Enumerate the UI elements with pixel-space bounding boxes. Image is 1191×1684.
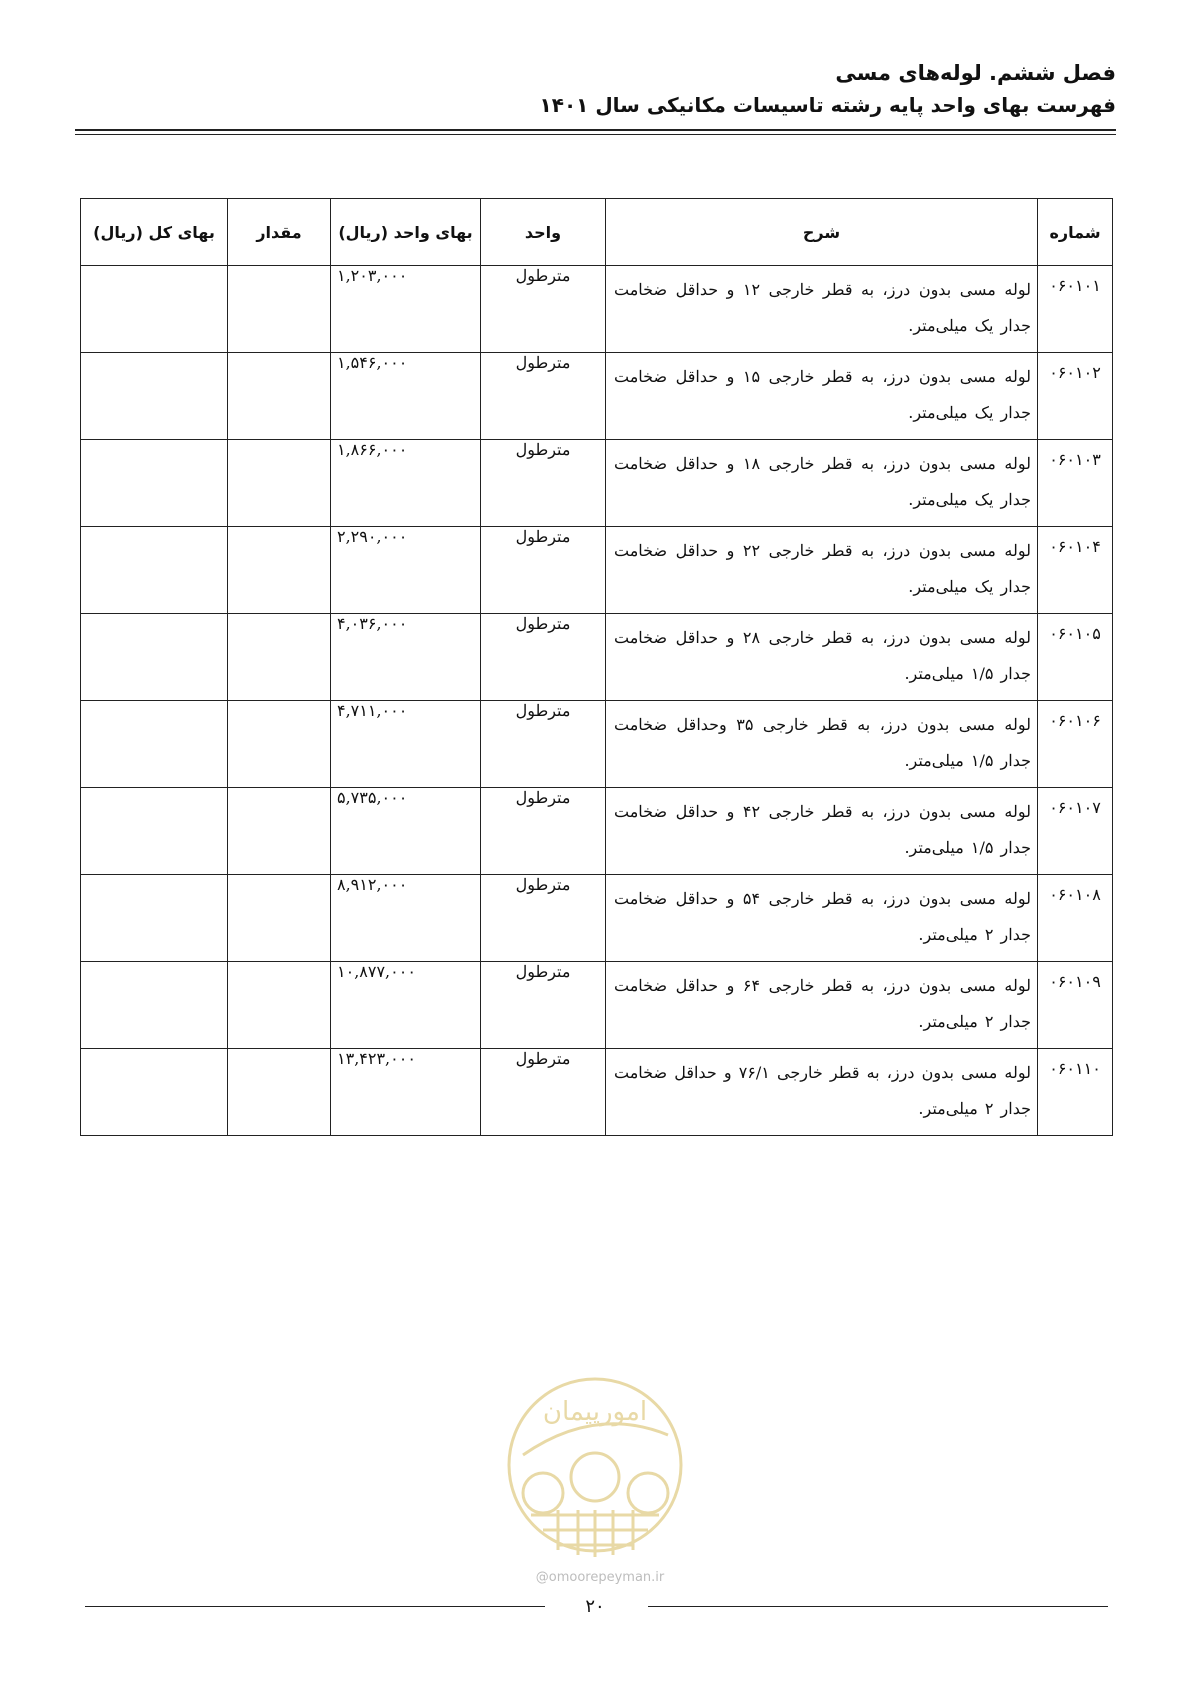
item-quantity: [228, 1049, 331, 1136]
item-description: [606, 962, 1038, 1049]
item-unit-price: ۸,۹۱۲,۰۰۰: [331, 875, 481, 962]
table-row: [81, 440, 1113, 527]
item-unit-price: ۱,۸۶۶,۰۰۰: [331, 440, 481, 527]
watermark-site: @omoorepeyman.ir: [535, 1570, 665, 1585]
svg-text:امورپیمان: امورپیمان: [542, 1397, 648, 1427]
item-unit-price: ۱۳,۴۲۳,۰۰۰: [331, 1049, 481, 1136]
item-total: [81, 266, 228, 353]
item-description: [606, 353, 1038, 440]
item-unit: مترطول: [481, 614, 606, 701]
item-unit: مترطول: [481, 788, 606, 875]
item-description-text: لوله مسی بدون درز، به قطر خارجی ۳۵ وحداقل ضخامت جدار ۱/۵ میلی‌متر.: [614, 715, 1032, 770]
item-unit-price: ۲,۲۹۰,۰۰۰: [331, 527, 481, 614]
item-description: [606, 266, 1038, 353]
item-unit: مترطول: [481, 701, 606, 788]
item-quantity: [228, 353, 331, 440]
item-code: ۰۶۰۱۱۰: [1038, 1049, 1113, 1136]
item-description-text: لوله مسی بدون درز، به قطر خارجی ۷۶/۱ و حداقل ضخامت جدار ۲ میلی‌متر.: [614, 1063, 1031, 1118]
item-code: ۰۶۰۱۰۲: [1038, 353, 1113, 440]
item-quantity: [228, 440, 331, 527]
item-unit: مترطول: [481, 962, 606, 1049]
table-row: [81, 266, 1113, 353]
item-code: ۰۶۰۱۰۱: [1038, 266, 1113, 353]
price-table: [80, 198, 1113, 1136]
item-quantity: [228, 614, 331, 701]
item-description-text: لوله مسی بدون درز، به قطر خارجی ۴۲ و حداقل ضخامت جدار ۱/۵ میلی‌متر.: [614, 802, 1031, 857]
item-description: [606, 875, 1038, 962]
item-quantity: [228, 962, 331, 1049]
item-description: [606, 1049, 1038, 1136]
item-total: [81, 788, 228, 875]
item-unit-price: ۴,۰۳۶,۰۰۰: [331, 614, 481, 701]
item-quantity: [228, 788, 331, 875]
header-rule-thin: [75, 134, 1116, 135]
item-code: ۰۶۰۱۰۸: [1038, 875, 1113, 962]
item-code: ۰۶۰۱۰۳: [1038, 440, 1113, 527]
table-row: [81, 962, 1113, 1049]
item-quantity: [228, 527, 331, 614]
item-code: ۰۶۰۱۰۴: [1038, 527, 1113, 614]
item-unit: مترطول: [481, 440, 606, 527]
footer-rule-right: [648, 1606, 1108, 1607]
table-row: [81, 1049, 1113, 1136]
item-code: ۰۶۰۱۰۵: [1038, 614, 1113, 701]
item-total: [81, 527, 228, 614]
item-code: ۰۶۰۱۰۶: [1038, 701, 1113, 788]
item-unit-price: ۱,۲۰۳,۰۰۰: [331, 266, 481, 353]
item-description-text: لوله مسی بدون درز، به قطر خارجی ۲۸ و حداقل ضخامت جدار ۱/۵ میلی‌متر.: [614, 628, 1031, 683]
table-row: [81, 701, 1113, 788]
item-quantity: [228, 875, 331, 962]
col-header-unit: واحد: [481, 199, 606, 266]
item-total: [81, 353, 228, 440]
col-header-total: بهای کل (ریال): [81, 199, 228, 266]
item-description-text: لوله مسی بدون درز، به قطر خارجی ۶۴ و حداقل ضخامت جدار ۲ میلی‌متر.: [614, 976, 1031, 1031]
table-row: [81, 353, 1113, 440]
watermark-logo-icon: [503, 1365, 688, 1570]
table-row: [81, 527, 1113, 614]
item-description: [606, 788, 1038, 875]
item-total: [81, 875, 228, 962]
document-title: فهرست بهای واحد پایه رشته تاسیسات مکانیکی سال ۱۴۰۱: [539, 93, 1116, 117]
item-total: [81, 614, 228, 701]
item-description: [606, 614, 1038, 701]
table-row: [81, 875, 1113, 962]
item-description: [606, 440, 1038, 527]
item-description-text: لوله مسی بدون درز، به قطر خارجی ۵۴ و حداقل ضخامت جدار ۲ میلی‌متر.: [614, 889, 1031, 944]
col-header-desc: شرح: [606, 199, 1038, 266]
item-total: [81, 962, 228, 1049]
page-number: ۲۰: [585, 1596, 605, 1617]
item-total: [81, 1049, 228, 1136]
item-quantity: [228, 701, 331, 788]
item-unit: مترطول: [481, 266, 606, 353]
item-quantity: [228, 266, 331, 353]
item-description-text: لوله مسی بدون درز، به قطر خارجی ۱۵ و حداقل ضخامت جدار یک میلی‌متر.: [614, 367, 1031, 422]
col-header-qty: مقدار: [228, 199, 331, 266]
item-description-text: لوله مسی بدون درز، به قطر خارجی ۱۲ و حداقل ضخامت جدار یک میلی‌متر.: [614, 280, 1031, 335]
item-unit: مترطول: [481, 875, 606, 962]
item-unit-price: ۱۰,۸۷۷,۰۰۰: [331, 962, 481, 1049]
item-description-text: لوله مسی بدون درز، به قطر خارجی ۱۸ و حداقل ضخامت جدار یک میلی‌متر.: [614, 454, 1031, 509]
item-unit-price: ۴,۷۱۱,۰۰۰: [331, 701, 481, 788]
item-unit: مترطول: [481, 1049, 606, 1136]
header-rule: [75, 129, 1116, 131]
item-unit: مترطول: [481, 353, 606, 440]
item-description: [606, 527, 1038, 614]
item-unit-price: ۵,۷۳۵,۰۰۰: [331, 788, 481, 875]
col-header-code: شماره: [1038, 199, 1113, 266]
item-total: [81, 440, 228, 527]
table-row: [81, 614, 1113, 701]
item-description-text: لوله مسی بدون درز، به قطر خارجی ۲۲ و حداقل ضخامت جدار یک میلی‌متر.: [614, 541, 1031, 596]
item-unit: مترطول: [481, 527, 606, 614]
footer-rule-left: [85, 1606, 545, 1607]
item-description: [606, 701, 1038, 788]
item-total: [81, 701, 228, 788]
table-header-row: [81, 199, 1113, 266]
item-code: ۰۶۰۱۰۷: [1038, 788, 1113, 875]
item-code: ۰۶۰۱۰۹: [1038, 962, 1113, 1049]
page-header: [75, 56, 1116, 120]
col-header-unit-price: بهای واحد (ریال): [331, 199, 481, 266]
table-row: [81, 788, 1113, 875]
chapter-title: فصل ششم. لوله‌های مسی: [835, 61, 1116, 85]
item-unit-price: ۱,۵۴۶,۰۰۰: [331, 353, 481, 440]
